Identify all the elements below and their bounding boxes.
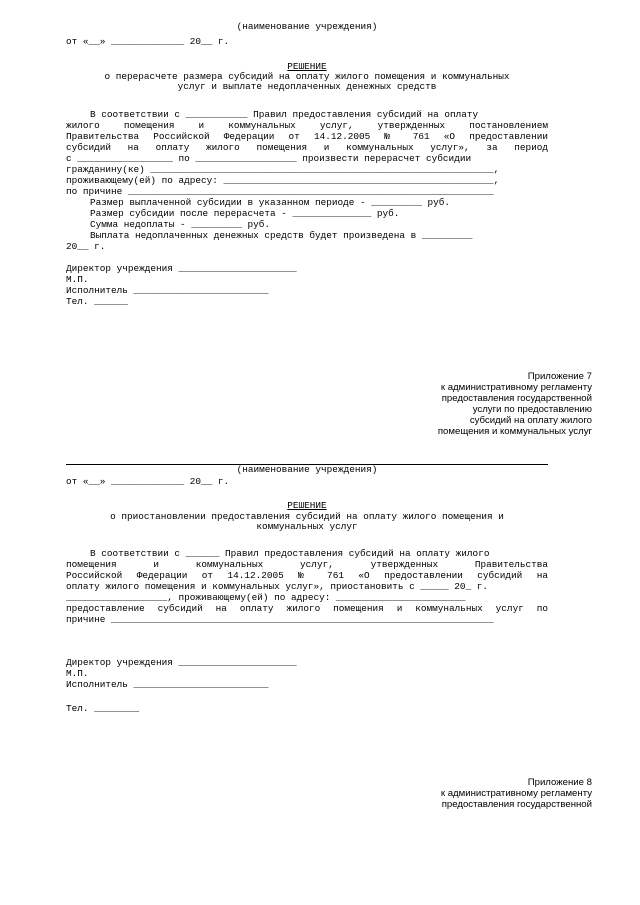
- org-name-caption-1: (наименование учреждения): [236, 21, 378, 32]
- appendix-line: Приложение 7: [527, 371, 592, 382]
- body-line: причине ____________________________________________________________________: [66, 614, 494, 625]
- body-line: В соответствии с ______ Правил предоставления субсидий на оплату жилого: [90, 548, 490, 559]
- body-line: субсидий на оплату жилого помещения и коммунальных услуг», за период: [66, 142, 548, 153]
- date-line-2: от «__» _____________ 20__ г.: [66, 476, 230, 487]
- body-line: оплату жилого помещения и коммунальных услуг», приостановить с _____ 20_ г.: [66, 581, 488, 592]
- signature-line: М.П.: [66, 274, 89, 285]
- body-line: помещения и коммунальных услуг, утвержденных Правительства: [66, 559, 548, 570]
- appendix-line: предоставления государственной: [441, 393, 592, 404]
- signature-line: Директор учреждения _____________________: [66, 657, 297, 668]
- appendix-line: субсидий на оплату жилого: [469, 415, 592, 426]
- appendix-line: Приложение 8: [527, 777, 592, 788]
- body-line: жилого помещения и коммунальных услуг, утвержденных постановлением: [66, 120, 548, 131]
- list-item: Размер субсидии после перерасчета - ______________ руб.: [90, 208, 400, 219]
- signature-line: М.П.: [66, 668, 89, 679]
- body-line: проживающему(ей) по адресу: ________________________________________________,: [66, 175, 500, 186]
- decision-subtitle-2a: о приостановлении предоставления субсидий на оплату жилого помещения и: [110, 511, 504, 522]
- body-line: по причине _________________________________________________________________: [66, 186, 494, 197]
- appendix-line: помещения и коммунальных услуг: [437, 426, 592, 437]
- signature-line: Тел. ______: [66, 296, 128, 307]
- decision-subtitle-1a: о перерасчете размера субсидий на оплату жилого помещения и коммунальных: [104, 71, 510, 82]
- appendix-line: к административному регламенту: [440, 788, 592, 799]
- body-line: Правительства Российской Федерации от 14.12.2005 № 761 «О предоставлении: [66, 131, 548, 142]
- signature-line: Исполнитель ________________________: [66, 679, 269, 690]
- list-item: Размер выплаченной субсидии в указанном периоде - _________ руб.: [90, 197, 451, 208]
- org-name-caption-2: (наименование учреждения): [236, 464, 378, 475]
- body-line: предоставление субсидий на оплату жилого помещения и коммунальных услуг по: [66, 603, 548, 614]
- decision-title-2: РЕШЕНИЕ: [287, 500, 327, 511]
- body-line: __________________, проживающему(ей) по адресу: _______________________: [66, 592, 466, 603]
- body-line: В соответствии с ___________ Правил предоставления субсидий на оплату: [90, 109, 479, 120]
- signature-line: Исполнитель ________________________: [66, 285, 269, 296]
- decision-subtitle-2b: коммунальных услуг: [256, 521, 358, 532]
- body-line: с _________________ по __________________ произвести перерасчет субсидии: [66, 153, 472, 164]
- list-item: 20__ г.: [66, 241, 106, 252]
- list-item: Сумма недоплаты - _________ руб.: [90, 219, 271, 230]
- decision-subtitle-1b: услуг и выплате недоплаченных денежных средств: [177, 81, 437, 92]
- appendix-line: к административному регламенту: [440, 382, 592, 393]
- appendix-line: услуги по предоставлению: [472, 404, 592, 415]
- list-item: Выплата недоплаченных денежных средств будет произведена в _________: [90, 230, 473, 241]
- signature-line: Тел. ________: [66, 703, 140, 714]
- decision-title-1: РЕШЕНИЕ: [287, 61, 327, 72]
- date-line-1: от «__» _____________ 20__ г.: [66, 36, 230, 47]
- body-line: гражданину(ке) _____________________________________________________________,: [66, 164, 500, 175]
- appendix-line: предоставления государственной: [441, 799, 592, 810]
- signature-line: Директор учреждения _____________________: [66, 263, 297, 274]
- body-line: Российской Федерации от 14.12.2005 № 761 «О предоставлении субсидий на: [66, 570, 548, 581]
